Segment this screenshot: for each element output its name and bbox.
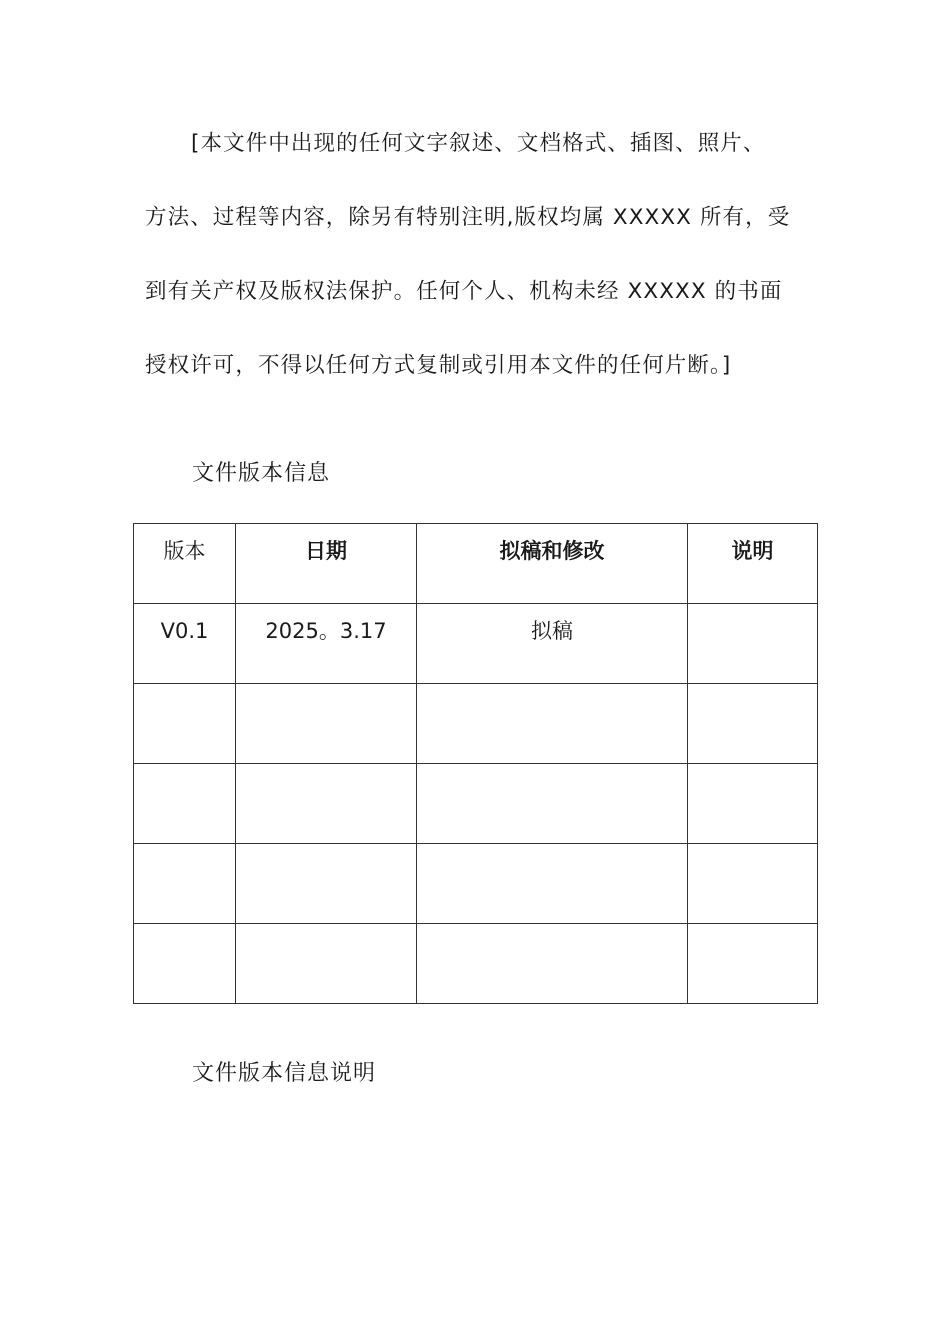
- header-draft-revise: 拟稿和修改: [417, 524, 688, 604]
- cell-version: [134, 844, 236, 924]
- cell-version: V0.1: [134, 604, 236, 684]
- table-row: [134, 604, 818, 684]
- cell-description: [688, 924, 818, 1004]
- cell-version: [134, 764, 236, 844]
- cell-draft-revise: 拟稿: [417, 604, 688, 684]
- cell-description: [688, 684, 818, 764]
- cell-version: [134, 924, 236, 1004]
- cell-draft-revise: [417, 844, 688, 924]
- table-row: [134, 924, 818, 1004]
- cell-description: [688, 764, 818, 844]
- notice-line: 到有关产权及版权法保护。任何个人、机构未经 XXXXX 的书面: [145, 279, 783, 304]
- cell-date: [236, 684, 417, 764]
- version-info-notes-heading: 文件版本信息说明: [192, 1061, 377, 1086]
- version-info-heading: 文件版本信息: [192, 461, 331, 486]
- cell-date: [236, 844, 417, 924]
- notice-line: 方法、过程等内容，除另有特别注明,版权均属 XXXXX 所有，受: [145, 205, 791, 230]
- table-header-row: [134, 524, 818, 604]
- header-version: 版本: [134, 524, 236, 604]
- table-row: [134, 764, 818, 844]
- table-row: [134, 684, 818, 764]
- notice-line: [本文件中出现的任何文字叙述、文档格式、插图、照片、: [191, 131, 766, 156]
- table-row: [134, 844, 818, 924]
- cell-draft-revise: [417, 764, 688, 844]
- header-description: 说明: [688, 524, 818, 604]
- copyright-notice: [145, 120, 825, 416]
- cell-description: [688, 844, 818, 924]
- cell-date: 2025。3.17: [236, 604, 417, 684]
- version-table: [133, 523, 818, 1004]
- notice-line: 授权许可，不得以任何方式复制或引用本文件的任何片断。]: [145, 353, 732, 378]
- cell-date: [236, 924, 417, 1004]
- header-date: 日期: [236, 524, 417, 604]
- cell-date: [236, 764, 417, 844]
- cell-draft-revise: [417, 924, 688, 1004]
- cell-draft-revise: [417, 684, 688, 764]
- cell-version: [134, 684, 236, 764]
- cell-description: [688, 604, 818, 684]
